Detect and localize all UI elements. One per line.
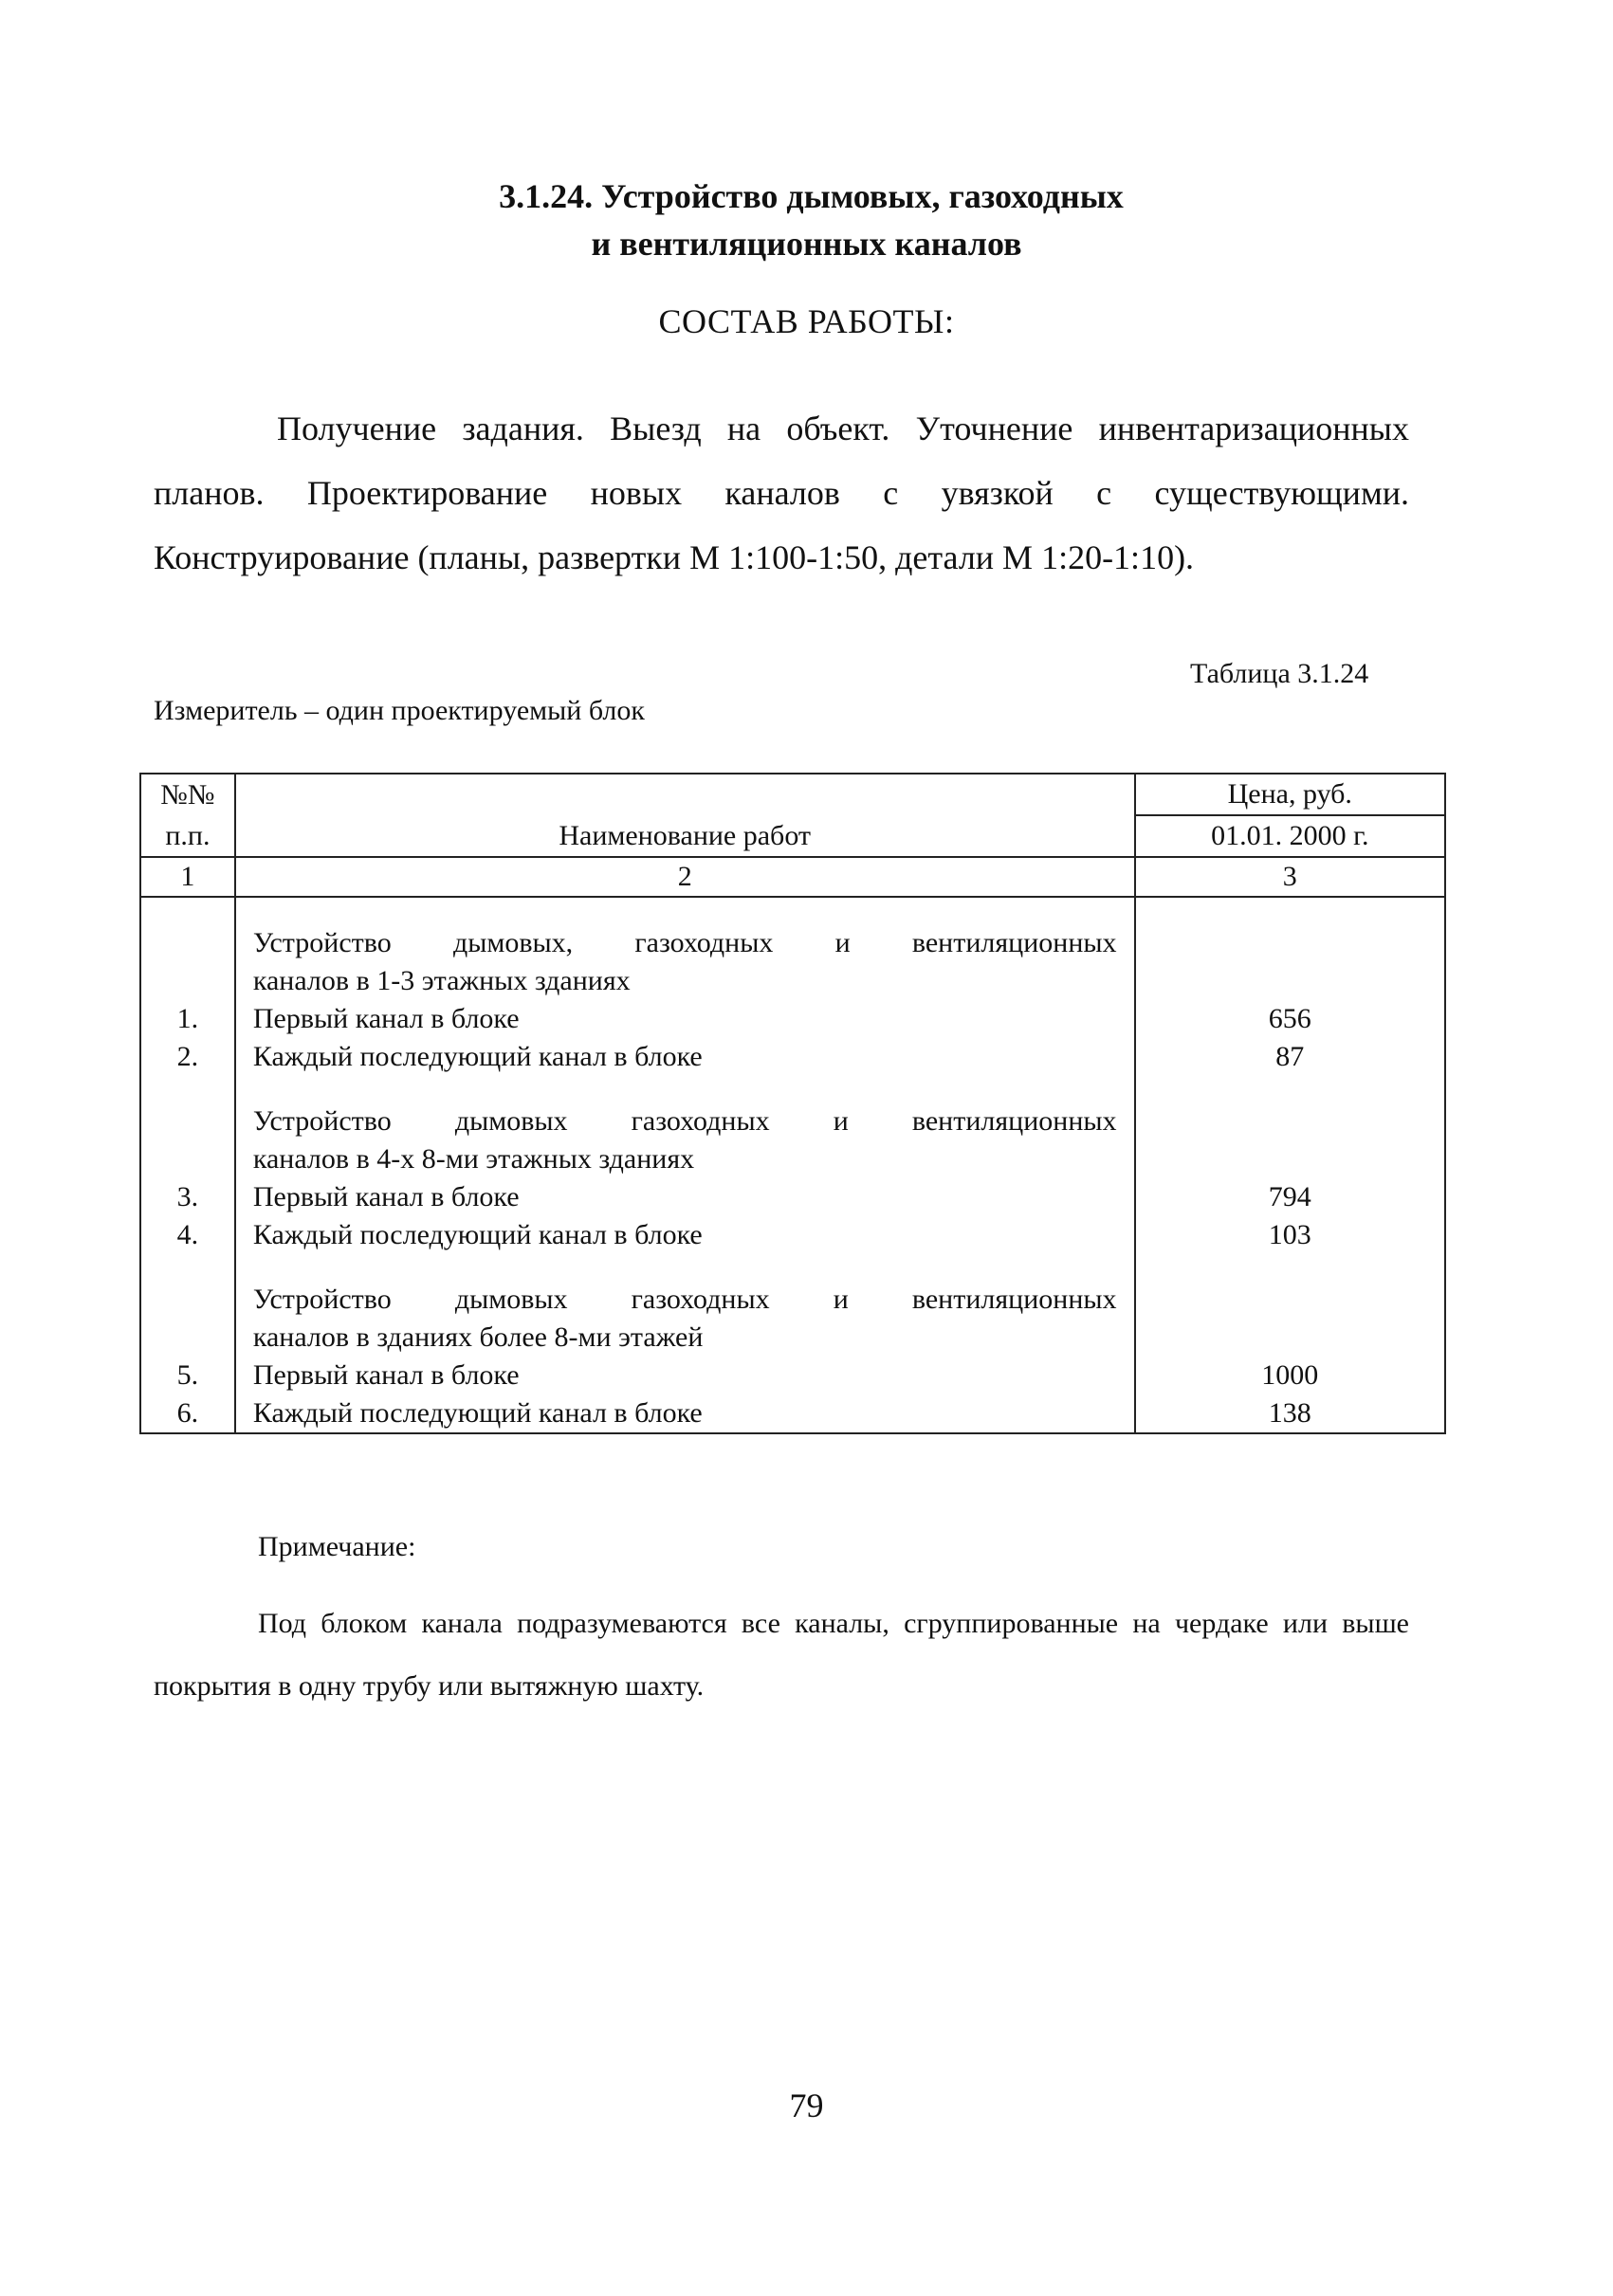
column-number: 3 (1135, 857, 1445, 897)
section-title-row (140, 1281, 1445, 1319)
table-spacer (140, 1254, 1445, 1281)
row-name: Первый канал в блоке (235, 1357, 1135, 1394)
row-num: 4. (140, 1216, 235, 1254)
row-name: Первый канал в блоке (235, 1178, 1135, 1216)
measure-unit: Измеритель – один проектируемый блок (154, 695, 645, 726)
section-title-row (140, 962, 1445, 1000)
row-price: 138 (1135, 1394, 1445, 1433)
section-title-row (140, 1319, 1445, 1357)
row-price: 656 (1135, 1000, 1445, 1038)
table-row (140, 1357, 1445, 1394)
section-title-line1: Устройство дымовых, газоходных и вентиляционных (252, 927, 1117, 958)
row-name: Каждый последующий канал в блоке (235, 1394, 1135, 1433)
table-row (140, 1394, 1445, 1433)
row-price: 794 (1135, 1178, 1445, 1216)
row-name: Каждый последующий канал в блоке (235, 1038, 1135, 1076)
row-num: 6. (140, 1394, 235, 1433)
note-text: Под блоком канала подразумеваются все каналы, сгруппированные на чердаке или выше покрытия в одну трубу или вытяжную шахту. (154, 1608, 1409, 1702)
row-num: 3. (140, 1178, 235, 1216)
column-numbers-row (140, 857, 1445, 897)
header-name: Наименование работ (235, 774, 1135, 857)
section-heading (0, 173, 1613, 267)
table-row (140, 1178, 1445, 1216)
header-price-line2: 01.01. 2000 г. (1135, 815, 1445, 857)
table-caption: Таблица 3.1.24 (1190, 658, 1369, 689)
row-price: 87 (1135, 1038, 1445, 1076)
section-title-line2: каналов в 1-3 этажных зданиях (235, 962, 1135, 1000)
section-title-line2: каналов в зданиях более 8-ми этажей (235, 1319, 1135, 1357)
row-name: Каждый последующий канал в блоке (235, 1216, 1135, 1254)
table-spacer (140, 897, 1445, 924)
note-title: Примечание: (258, 1531, 416, 1562)
table-row (140, 1038, 1445, 1076)
row-price: 1000 (1135, 1357, 1445, 1394)
composition-title: СОСТАВ РАБОТЫ: (658, 302, 955, 340)
row-num: 1. (140, 1000, 235, 1038)
section-title-row (140, 924, 1445, 962)
table-row (140, 1216, 1445, 1254)
row-num: 2. (140, 1038, 235, 1076)
section-title-row (140, 1140, 1445, 1178)
row-price: 103 (1135, 1216, 1445, 1254)
section-heading-line1: 3.1.24. Устройство дымовых, газоходных (499, 177, 1124, 215)
composition-text: Получение задания. Выезд на объект. Уточнение инвентаризационных планов. Проектирование новых каналов с увязкой с существующими. Конструирование (планы, развертки М 1:100-1:50, детали М 1:20-1:10). (154, 410, 1409, 576)
header-num-line1: №№ (140, 774, 235, 815)
row-num: 5. (140, 1357, 235, 1394)
page-number: 79 (789, 2086, 824, 2124)
section-heading-line2: и вентиляционных каналов (591, 225, 1022, 263)
header-num-line2: п.п. (140, 815, 235, 857)
column-number: 2 (235, 857, 1135, 897)
section-title-row (140, 1102, 1445, 1140)
table-header-row-1 (140, 774, 1445, 815)
section-title-line2: каналов в 4-х 8-ми этажных зданиях (235, 1140, 1135, 1178)
row-name: Первый канал в блоке (235, 1000, 1135, 1038)
header-price-line1: Цена, руб. (1135, 774, 1445, 815)
table-row (140, 1000, 1445, 1038)
section-title-line1: Устройство дымовых газоходных и вентиляционных (252, 1284, 1117, 1315)
price-table (139, 773, 1446, 1434)
table-spacer (140, 1076, 1445, 1102)
section-title-line1: Устройство дымовых газоходных и вентиляционных (252, 1105, 1117, 1137)
column-number: 1 (140, 857, 235, 897)
